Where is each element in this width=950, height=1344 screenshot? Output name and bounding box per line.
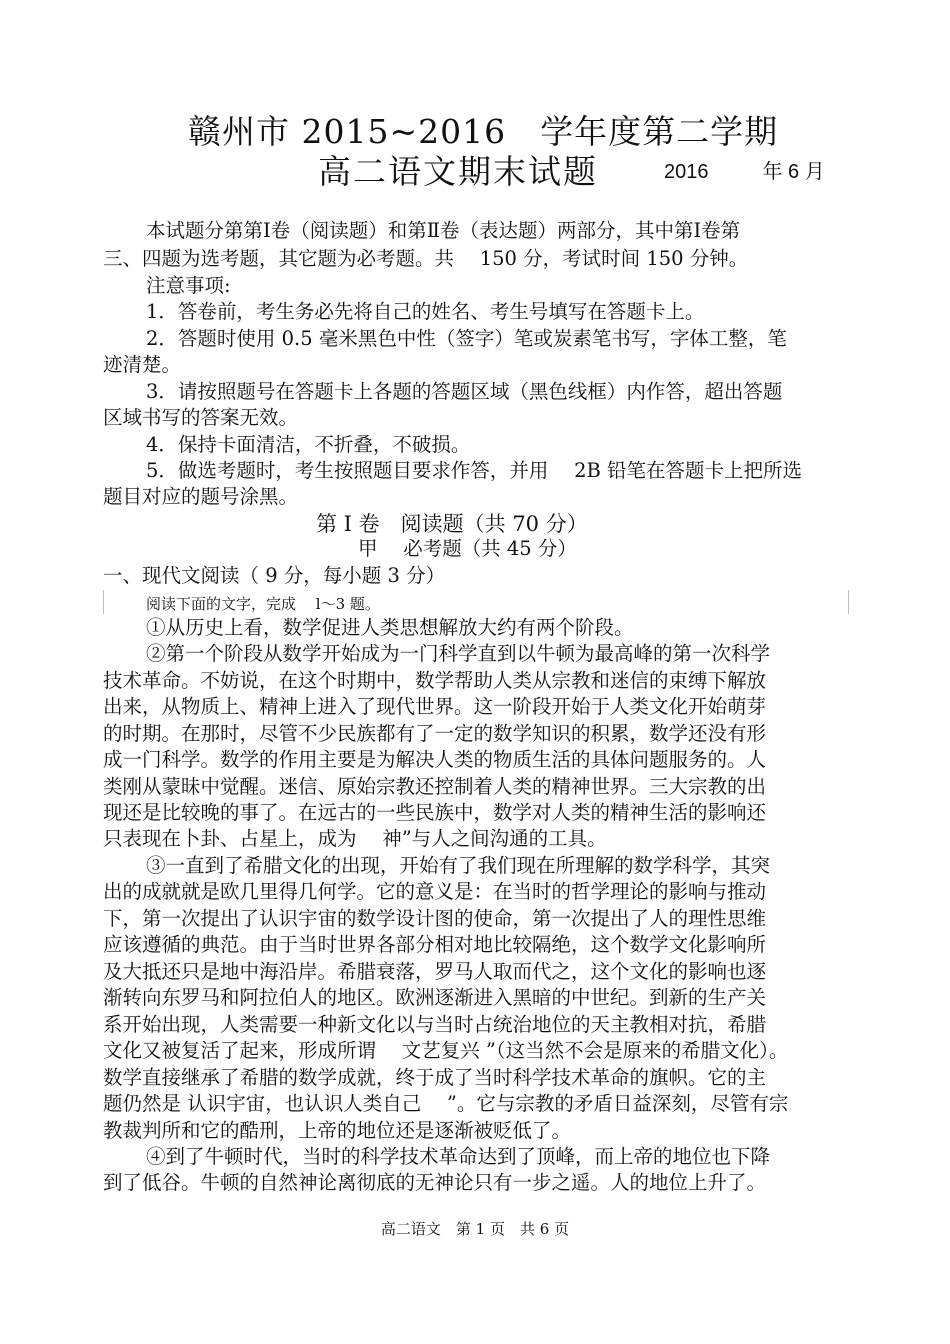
passage-line: ③一直到了希腊文化的出现，开始有了我们现在所理解的数学科学，其突 bbox=[146, 854, 771, 877]
notice-heading: 注意事项: bbox=[146, 274, 231, 297]
passage-line: 出的成就就是欧几里得几何学。它的意义是：在当时的哲学理论的影响与推动 bbox=[103, 880, 767, 903]
margin-rule-left bbox=[103, 590, 104, 614]
passage-line: 现还是比较晚的事了。在远古的一些民族中，数学对人类的精神生活的影响还 bbox=[103, 801, 767, 824]
passage-line: 数学直接继承了希腊的数学成就，终于成了当时科学技术革命的旗帜。它的主 bbox=[103, 1066, 767, 1089]
passage-line: ④到了牛顿时代，当时的科学技术革命达到了顶峰，而上帝的地位也下降 bbox=[146, 1145, 771, 1168]
notice-item-5-line-2: 题目对应的题号涂黑。 bbox=[103, 485, 299, 508]
passage-line: 成一门科学。数学的作用主要是为解决人类的物质生活的具体问题服务的。人 bbox=[103, 748, 767, 771]
reading-instruction: 阅读下面的文字，完成 l～3 题。 bbox=[146, 595, 380, 613]
intro-line-1: 本试题分第第Ⅰ卷（阅读题）和第Ⅱ卷（表达题）两部分，其中第Ⅰ卷第 bbox=[146, 219, 741, 242]
passage-line: 的时期。在那时，尽管不少民族都有了一定的数学知识的积累，数学还没有形 bbox=[103, 722, 767, 745]
notice-item-5-line-1: 5．做选考题时，考生按照题目要求作答，并用 2B 铅笔在答题卡上把所选 bbox=[146, 459, 803, 482]
passage-line: 应该遵循的典范。由于当时世界各部分相对地比较隔绝，这个数学文化影响所 bbox=[103, 933, 767, 956]
passage-line: 只表现在卜卦、占星上，成为 神”与人之间沟通的工具。 bbox=[103, 827, 607, 850]
passage-line: ②第一个阶段从数学开始成为一门科学直到以牛顿为最高峰的第一次科学 bbox=[146, 642, 771, 665]
date-year: 2016 bbox=[664, 161, 709, 183]
passage-line: 教裁判所和它的酷刑，上帝的地位还是逐渐被贬低了。 bbox=[103, 1119, 572, 1142]
passage-line: 类刚从蒙昧中觉醒。迷信、原始宗教还控制着人类的精神世界。三大宗教的出 bbox=[103, 775, 767, 798]
passage-line: 渐转向东罗马和阿拉伯人的地区。欧洲逐渐进入黑暗的中世纪。到新的生产关 bbox=[103, 986, 767, 1009]
passage-line: 系开始出现，人类需要一种新文化以与当时占统治地位的天主教相对抗，希腊 bbox=[103, 1013, 767, 1036]
notice-item-2-line-1: 2．答题时使用 0.5 毫米黑色中性（签字）笔或炭素笔书写，字体工整，笔 bbox=[146, 327, 787, 350]
notice-item-3-line-2: 区域书写的答案无效。 bbox=[103, 406, 299, 429]
passage-line: ①从历史上看，数学促进人类思想解放大约有两个阶段。 bbox=[146, 616, 634, 639]
part-title: 第 Ⅰ 卷 阅读题（共 70 分） bbox=[316, 512, 588, 536]
notice-item-1: 1．答卷前，考生务必先将自己的姓名、考生号填写在答题卡上。 bbox=[146, 300, 705, 323]
notice-item-3-line-1: 3．请按照题号在答题卡上各题的答题区域（黑色线框）内作答，超出答题 bbox=[146, 380, 783, 403]
exam-title-line1: 赣州市 2015~2016 学年度第二学期 bbox=[188, 112, 779, 151]
passage-line: 及大抵还只是地中海沿岸。希腊衰落，罗马人取而代之，这个文化的影响也逐 bbox=[103, 960, 767, 983]
intro-line-2: 三、四题为选考题，其它题为必考题。共 150 分，考试时间 150 分钟。 bbox=[103, 247, 749, 270]
notice-item-2-line-2: 迹清楚。 bbox=[103, 353, 182, 376]
exam-date bbox=[664, 155, 825, 184]
sub-title: 甲 必考题（共 45 分） bbox=[358, 537, 577, 560]
passage-line: 技术革命。不妨说，在这个时期中，数学帮助人类从宗教和迷信的束缚下解放 bbox=[103, 669, 767, 692]
date-month: 年 6 月 bbox=[762, 161, 825, 183]
passage-line: 题仍然是 认识宇宙，也认识人类自己 ”。它与宗教的矛盾日益深刻，尽管有宗 bbox=[103, 1092, 789, 1115]
passage-line: 出来，从物质上、精神上进入了现代世界。这一阶段开始于人类文化开始萌芽 bbox=[103, 695, 767, 718]
page-footer: 高二语文 第 1 页 共 6 页 bbox=[380, 1220, 570, 1238]
exam-title-line2: 高二语文期末试题 bbox=[318, 152, 598, 191]
notice-item-4: 4．保持卡面清洁，不折叠，不破损。 bbox=[146, 433, 471, 456]
question-section-title: 一、现代文阅读（ 9 分，每小题 3 分） bbox=[103, 564, 446, 587]
margin-rule-right bbox=[848, 590, 849, 614]
passage-line: 到了低谷。牛顿的自然神论离彻底的无神论只有一步之遥。人的地位上升了。 bbox=[103, 1171, 767, 1194]
passage-line: 文化又被复活了起来，形成所谓 文艺复兴 ”（这当然不会是原来的希腊文化）。 bbox=[103, 1039, 789, 1062]
passage-line: 下，第一次提出了认识宇宙的数学设计图的使命，第一次提出了人的理性思维 bbox=[103, 907, 767, 930]
